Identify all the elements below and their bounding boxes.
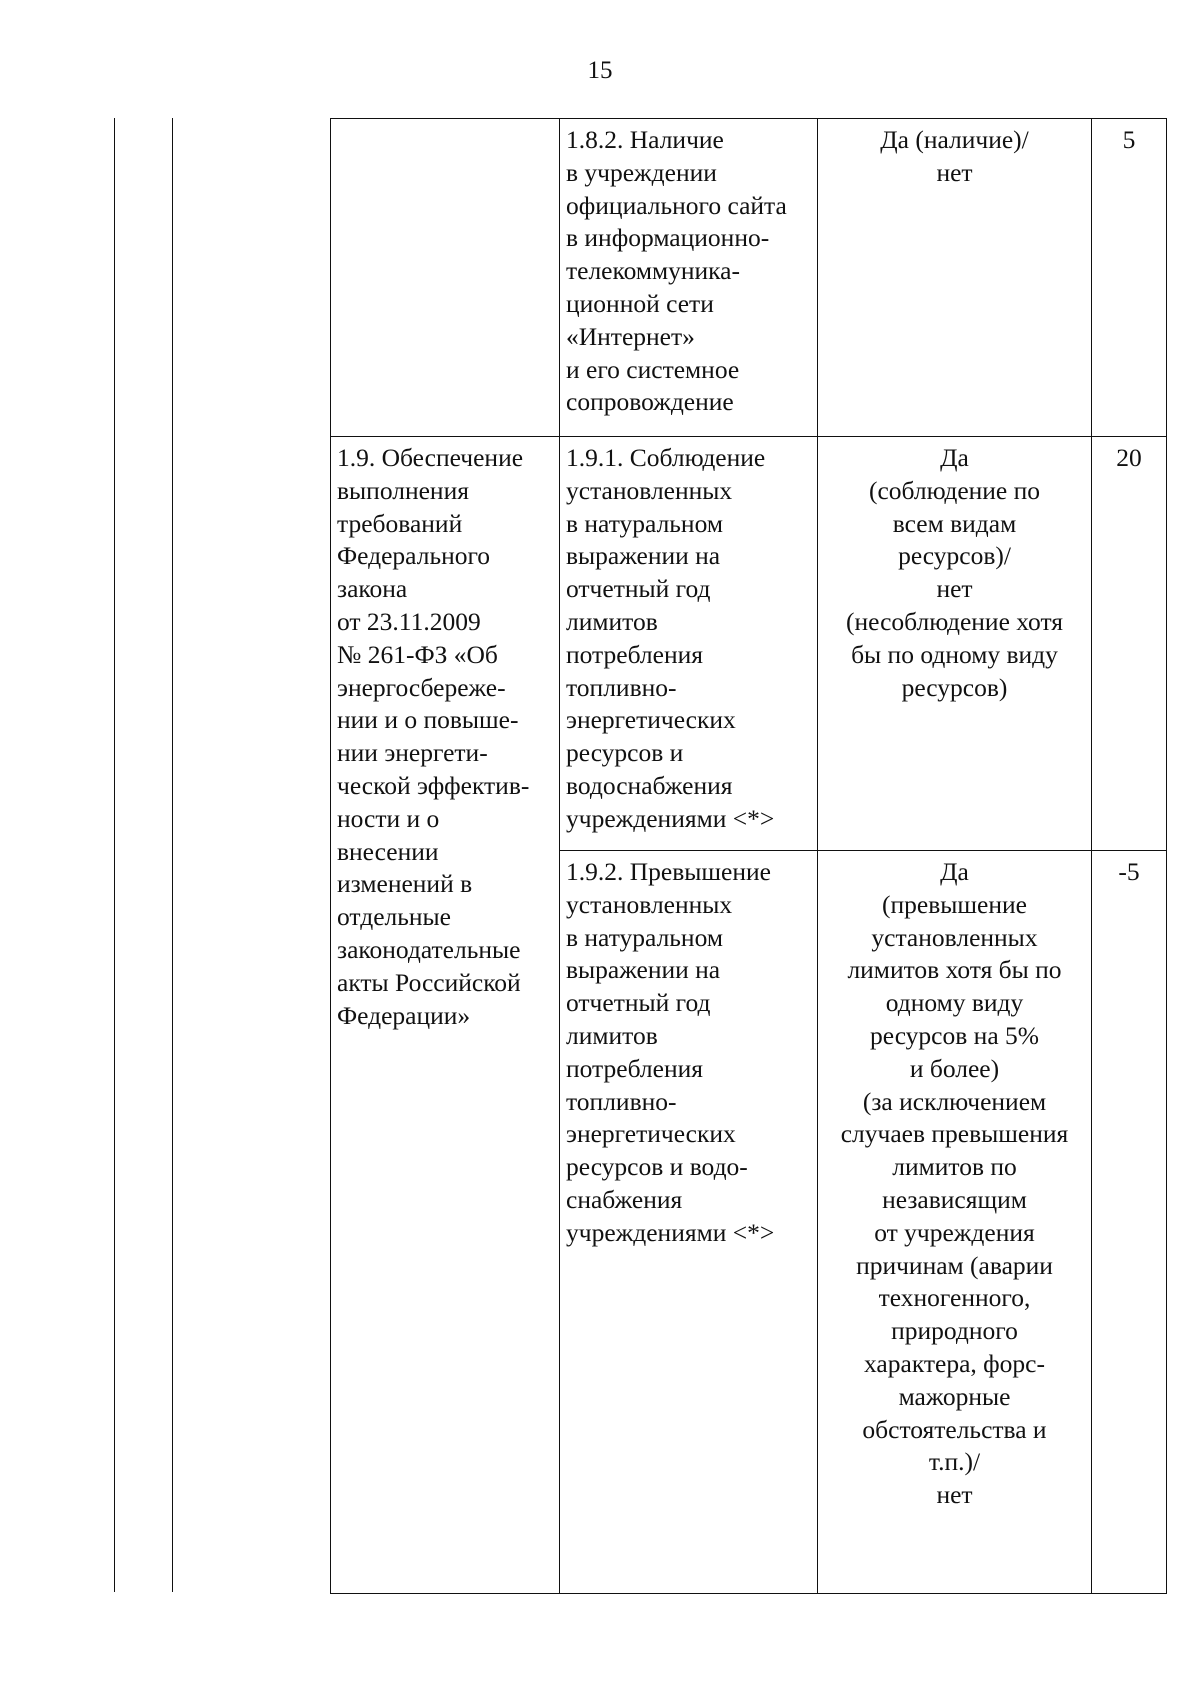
cell-text-line: в учреждении	[566, 157, 717, 187]
cell-text-line: № 261-ФЗ «Об	[337, 639, 498, 669]
cell-text-line: топливно-	[566, 1086, 677, 1116]
cell-text-line: (соблюдение по	[868, 475, 1041, 505]
cell-text-line: отдельные	[337, 902, 451, 932]
cell-text-line: ресурсов)	[901, 672, 1008, 702]
left-table-inner-line	[172, 118, 173, 1592]
cell-text-line: в натуральном	[566, 922, 723, 952]
criterion-cell	[818, 851, 1092, 1594]
cell-text-line: независящим	[882, 1184, 1027, 1214]
cell-text-line: нет	[936, 157, 973, 187]
cell-text-line: одному виду	[885, 988, 1024, 1018]
cell-text-line: и более)	[909, 1053, 1000, 1083]
points-cell: 5	[1092, 119, 1167, 437]
cell-text-line: Да	[940, 443, 969, 472]
cell-text-line: законодательные	[337, 934, 521, 964]
cell-text-line: ресурсов и	[566, 738, 684, 768]
indicator-cell	[560, 437, 818, 851]
cell-text-line: бы по одному виду	[851, 639, 1058, 669]
cell-text-line: 1.9.1. Соблюдение	[566, 443, 766, 472]
indicator-cell	[560, 119, 818, 437]
page-number: 15	[587, 57, 613, 84]
points-cell: 20	[1092, 437, 1167, 851]
cell-text-line: изменений в	[337, 869, 473, 899]
cell-text-line: требований	[337, 508, 463, 538]
table-row	[331, 437, 1167, 851]
cell-text-line: (за исключением	[862, 1086, 1047, 1116]
cell-text-line: ционной сети	[566, 288, 714, 318]
cell-text-line: «Интернет»	[566, 321, 695, 351]
cell-text-line: 1.8.2. Наличие	[566, 125, 724, 154]
cell-text-line: закона	[337, 574, 408, 604]
cell-text-line: установленных	[871, 922, 1038, 952]
cell-text-line: учреждениями <*>	[566, 803, 775, 833]
cell-text-line: выражении на	[566, 955, 721, 985]
cell-text-line: (превышение	[882, 889, 1027, 919]
cell-text-line: в натуральном	[566, 508, 723, 538]
cell-text-line: официального сайта	[566, 190, 787, 220]
cell-text-line: техногенного,	[878, 1283, 1031, 1313]
cell-text-line: характера, форс-	[864, 1348, 1045, 1378]
cell-text-line: причинам (аварии	[856, 1250, 1053, 1280]
criterion-cell	[818, 437, 1092, 851]
cell-text-line: водоснабжения	[566, 770, 733, 800]
cell-text-line: ресурсов)/	[898, 541, 1011, 571]
cell-text-line: энергетических	[566, 1119, 736, 1149]
cell-text-line: энергетических	[566, 705, 736, 735]
cell-text-line: отчетный год	[566, 988, 711, 1018]
cell-text-line: обстоятельства и	[862, 1414, 1047, 1444]
cell-text-line: сопровождение	[566, 387, 734, 417]
cell-text-line: топливно-	[566, 672, 677, 702]
cell-text-line: лимитов	[566, 606, 658, 636]
cell-text-line: и его системное	[566, 354, 740, 384]
points-cell: -5	[1092, 851, 1167, 1594]
table-row	[331, 119, 1167, 437]
cell-text-line: от учреждения	[874, 1217, 1035, 1247]
cell-text-line: установленных	[566, 889, 733, 919]
cell-text-line: внесении	[337, 836, 439, 866]
cell-text-line: Да	[940, 857, 969, 886]
cell-text-line: нии и о повыше-	[337, 705, 519, 735]
cell-text-line: отчетный год	[566, 574, 711, 604]
cell-text-line: выражении на	[566, 541, 721, 571]
cell-text-line: лимитов по	[892, 1152, 1017, 1182]
cell-text-line: ности и о	[337, 803, 440, 833]
cell-text-line: энергосбереже-	[337, 672, 506, 702]
cell-text-line: 1.9. Обеспечение	[337, 443, 524, 472]
cell-text-line: выполнения	[337, 475, 469, 505]
cell-text-line: мажорные	[898, 1381, 1011, 1411]
cell-text-line: 1.9.2. Превышение	[566, 857, 771, 886]
cell-text-line: потребления	[566, 1053, 703, 1083]
cell-text-line: лимитов хотя бы по	[847, 955, 1062, 985]
group-cell	[331, 437, 560, 1594]
cell-text-line: от 23.11.2009	[337, 606, 481, 636]
criterion-cell	[818, 119, 1092, 437]
cell-text-line: нии энергети-	[337, 738, 488, 768]
cell-text-line: нет	[936, 574, 973, 604]
cell-text-line: всем видам	[892, 508, 1017, 538]
left-table-border-line	[114, 118, 115, 1592]
cell-text-line: лимитов	[566, 1020, 658, 1050]
cell-text-line: Федерального	[337, 541, 491, 571]
group-cell	[331, 119, 560, 437]
cell-text-line: Федерации»	[337, 1000, 471, 1030]
cell-text-line: Да (наличие)/	[880, 125, 1029, 154]
cell-text-line: нет	[936, 1480, 973, 1510]
indicator-cell	[560, 851, 818, 1594]
cell-text-line: природного	[891, 1316, 1018, 1346]
cell-text-line: потребления	[566, 639, 703, 669]
cell-text-line: т.п.)/	[928, 1447, 981, 1477]
cell-text-line: ресурсов и водо-	[566, 1152, 748, 1182]
cell-text-line: (несоблюдение хотя	[846, 606, 1063, 636]
criteria-table	[330, 118, 1167, 1594]
cell-text-line: снабжения	[566, 1184, 683, 1214]
cell-text-line: учреждениями <*>	[566, 1217, 775, 1247]
cell-text-line: ческой эффектив-	[337, 770, 530, 800]
cell-text-line: установленных	[566, 475, 733, 505]
cell-text-line: в информационно-	[566, 223, 770, 253]
cell-text-line: телекоммуника-	[566, 256, 740, 286]
cell-text-line: акты Российской	[337, 967, 521, 997]
cell-text-line: ресурсов на 5%	[870, 1020, 1039, 1050]
cell-text-line: случаев превышения	[840, 1119, 1069, 1149]
